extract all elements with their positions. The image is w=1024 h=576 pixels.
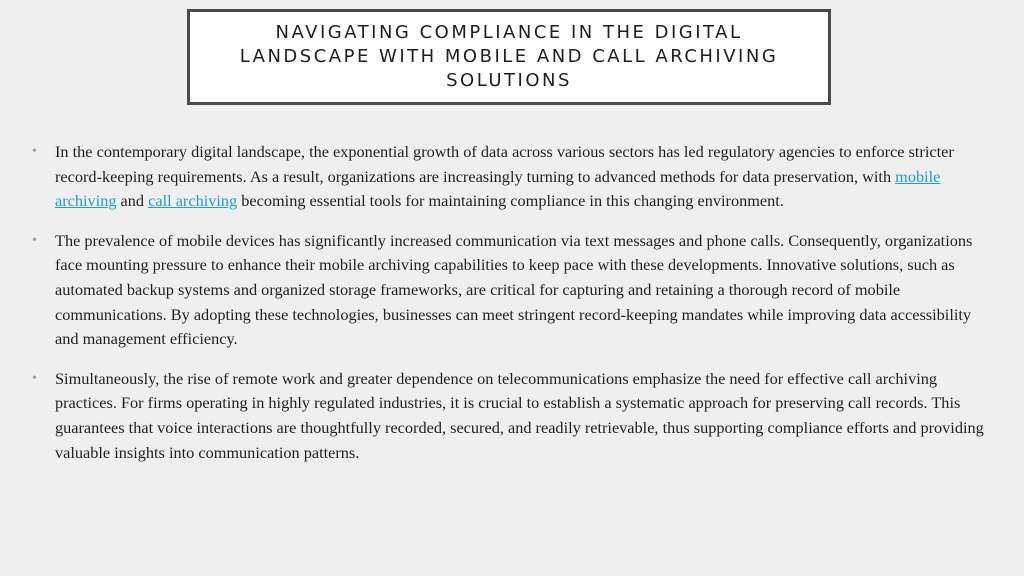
bullet-1-text-before: In the contemporary digital landscape, the exponential growth of data across various sectors has led regulatory agencies to enforce stricter record-keeping requirements. As a result, organizations are increasingly turning to advanced methods for data preservation, with	[55, 142, 954, 186]
bullet-1-text-middle: and	[116, 191, 149, 211]
bullet-dot-icon: •	[32, 232, 37, 248]
bullet-1-text-after: becoming essential tools for maintaining compliance in this changing environment.	[237, 191, 784, 211]
slide-content	[30, 140, 992, 480]
mobile-archiving-link[interactable]: mobile archiving	[55, 166, 941, 211]
bullet-list	[30, 140, 992, 465]
title-box	[187, 9, 831, 105]
call-archiving-link[interactable]: call archiving	[148, 191, 238, 211]
bullet-2-text: The prevalence of mobile devices has significantly increased communication via text messages and phone calls. Consequently, organizations face mounting pressure to enhance their mobile archiving capabilities to keep pace with these developments. Innovative solutions, such as automated backup systems and organized storage frameworks, are critical for capturing and retaining a thorough record of mobile communications. By adopting these technologies, businesses can meet stringent record-keeping mandates while improving data accessibility and management efficiency.	[55, 230, 973, 349]
slide-title: NAVIGATING COMPLIANCE IN THE DIGITAL LANDSCAPE WITH MOBILE AND CALL ARCHIVING SOLUTIONS	[239, 22, 779, 91]
bullet-dot-icon: •	[32, 144, 37, 159]
bullet-item-3	[30, 367, 992, 465]
bullet-dot-icon: •	[32, 370, 37, 386]
bullet-3-text: Simultaneously, the rise of remote work and greater dependence on telecommunications emphasize the need for effective call archiving practices. For firms operating in highly regulated industries, it is crucial to establish a systematic approach for preserving call records. This guarantees that voice interactions are thoughtfully recorded, secured, and readily retrievable, thus supporting compliance efforts and providing valuable insights into communication patterns.	[55, 368, 984, 462]
bullet-item-1	[30, 140, 992, 214]
bullet-item-2	[30, 229, 992, 352]
